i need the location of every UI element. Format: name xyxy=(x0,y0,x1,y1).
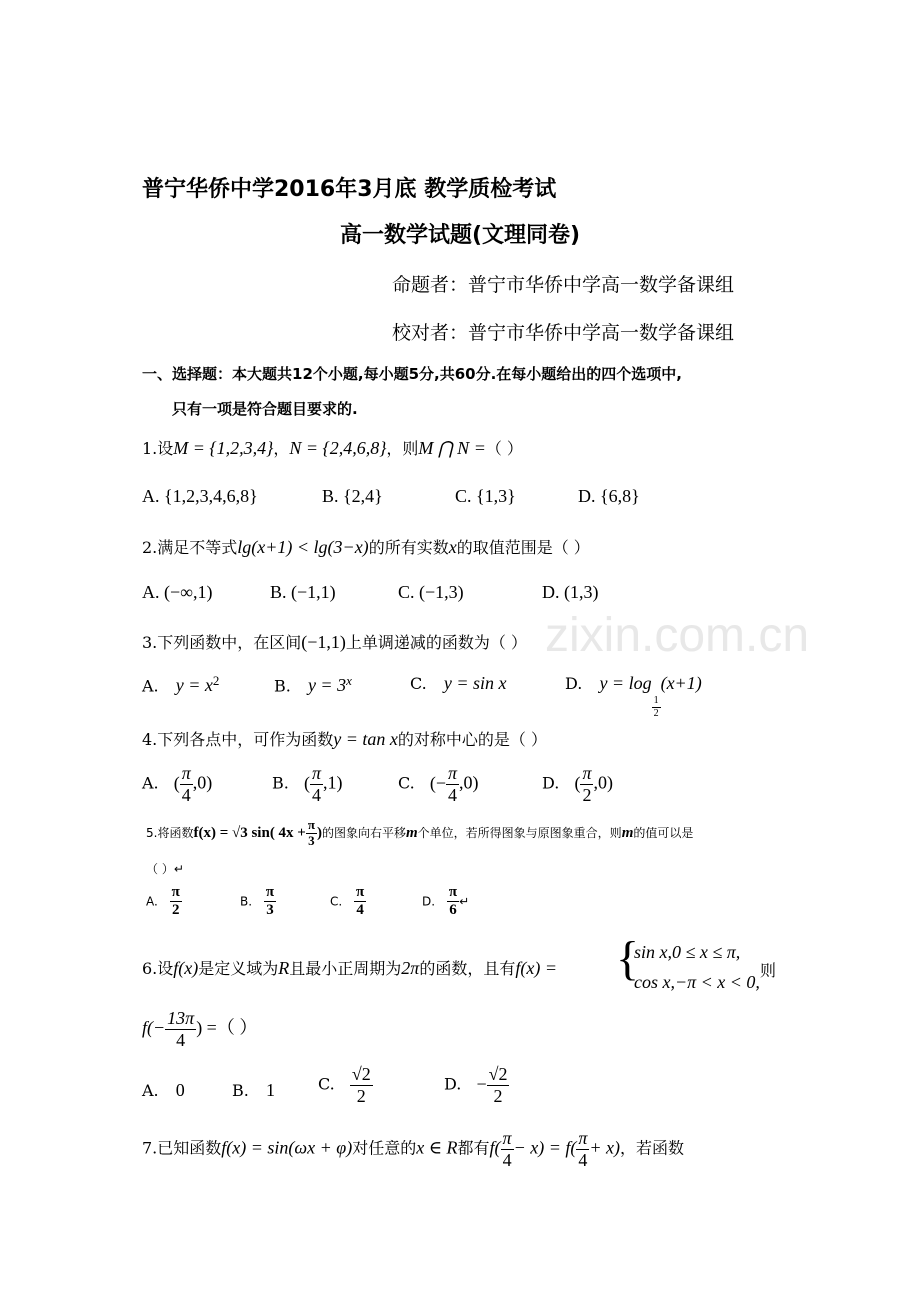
q3-interval: (−1,1) xyxy=(301,632,346,652)
q6-option-b xyxy=(232,1080,275,1101)
q3-b-expr: y = 3 xyxy=(307,675,347,696)
q3-a-label: A. xyxy=(142,676,159,696)
q3-b-label: B. xyxy=(274,676,291,696)
q1-prefix: 1.设 xyxy=(142,439,174,458)
q5-d-num: π xyxy=(447,884,459,902)
q2-mid: 的所有实数 xyxy=(368,538,449,557)
watermark: zixin.com.cn xyxy=(545,609,810,662)
q7-mid: 对任意的 xyxy=(352,1138,417,1158)
q4-b-label: B. xyxy=(272,773,289,793)
q6-line2-post: ) =（ ） xyxy=(196,1017,258,1038)
q2-option-b: B. (−1,1) xyxy=(270,582,336,602)
q1-option-d: D. {6,8} xyxy=(578,486,640,506)
q2-option-a: A. (−∞,1) xyxy=(142,582,213,602)
q6-fx2: f(x) = xyxy=(515,958,557,978)
q7-prefix: 7.已知函数 xyxy=(142,1138,222,1158)
q5-expr-a: f(x) = √3 sin( 4x + xyxy=(193,824,306,841)
q4-a-label: A. xyxy=(142,773,159,793)
q6-mid: 是定义域为 xyxy=(198,959,279,978)
q3-a-expr: y = x xyxy=(175,675,213,696)
author-line: 命题者：普宁市华侨中学高一数学备课组 xyxy=(392,274,735,296)
q3-c-label: C. xyxy=(410,674,427,693)
q4-c-post: ,0) xyxy=(459,772,479,793)
q1-suffix: （ ） xyxy=(485,439,523,458)
q6-b-val: 1 xyxy=(265,1080,275,1100)
q5-prefix: 5.将函数 xyxy=(146,825,194,840)
section-heading-cont: 只有一项是符合题目要求的. xyxy=(172,400,358,418)
q5-frac xyxy=(306,818,317,849)
section-heading: 一、选择题：本大题共12个小题,每小题5分,共60分.在每小题给出的四个选项中, xyxy=(142,365,682,383)
q5-option-d xyxy=(422,884,469,920)
q7-expr4-post: + x) xyxy=(589,1137,621,1158)
question-5 xyxy=(146,818,693,849)
q5-c-label: C. xyxy=(330,894,343,909)
q5-frac-num: π xyxy=(307,817,315,832)
q4-prefix: 4.下列各点中，可作为函数 xyxy=(142,730,334,749)
q4-a-den: 4 xyxy=(181,784,191,805)
q7-expr2: x ∈ R xyxy=(416,1137,458,1158)
q5-d-frac xyxy=(447,884,459,920)
q6-fx: f(x) xyxy=(173,958,199,978)
q5-var: m xyxy=(406,824,418,841)
q6-line2-pre: f(− xyxy=(142,1017,166,1038)
q6-a-val: 0 xyxy=(175,1080,185,1100)
q3-c-expr: y = sin x xyxy=(443,673,507,693)
question-3 xyxy=(142,630,527,653)
q6-line2-den: 4 xyxy=(176,1029,186,1050)
question-2 xyxy=(142,535,590,558)
q7-frac2-num: π xyxy=(578,1128,588,1148)
q7-frac2 xyxy=(576,1128,589,1170)
q6-then: 则 xyxy=(760,961,777,980)
q3-option-a xyxy=(142,673,219,696)
q4-a-frac xyxy=(180,763,193,805)
q7-frac1 xyxy=(501,1128,514,1170)
q7-expr: f(x) = sin(ωx + φ) xyxy=(221,1137,353,1158)
q7-expr3-post: − x) = f( xyxy=(513,1137,577,1158)
q4-b-num: π xyxy=(311,763,321,783)
q5-d-mark: ↵ xyxy=(459,894,470,909)
q6-R: R xyxy=(278,958,290,978)
q4-b-post: ,1) xyxy=(322,772,343,793)
q1-set-m: M = {1,2,3,4} xyxy=(173,438,274,458)
q4-a-num: π xyxy=(181,763,191,783)
q4-b-den: 4 xyxy=(311,784,321,805)
q7-frac2-den: 4 xyxy=(578,1149,588,1170)
q2-suffix: 的取值范围是（ ） xyxy=(456,538,590,557)
q5-option-b xyxy=(240,884,276,920)
q3-d-base-num: 1 xyxy=(653,695,659,706)
q4-a-pre: ( xyxy=(173,772,180,793)
q5-mid2: 个单位，若所得图象与原图象重合，则 xyxy=(417,825,622,840)
q3-option-b xyxy=(274,673,352,696)
q4-c-pre: (− xyxy=(429,772,447,793)
q7-expr3-pre: f( xyxy=(489,1137,501,1158)
q7-frac1-den: 4 xyxy=(502,1149,512,1170)
q3-d-label: D. xyxy=(565,674,583,693)
q5-a-label: A. xyxy=(146,894,158,909)
q5-c-num: π xyxy=(354,884,366,902)
q2-option-d: D. (1,3) xyxy=(542,582,599,602)
q1-option-a: A. {1,2,3,4,6,8} xyxy=(142,486,258,506)
q6-c-num: √2 xyxy=(351,1064,371,1084)
q6-c-frac xyxy=(350,1064,373,1106)
q3-a-sup: 2 xyxy=(212,673,220,688)
q5-option-a xyxy=(146,884,182,920)
question-6 xyxy=(142,956,557,979)
q5-suffix: 的值可以是 xyxy=(633,825,694,840)
q4-d-frac xyxy=(580,763,593,805)
exam-title: 普宁华侨中学2016年3月底 教学质检考试 xyxy=(142,177,557,202)
q6-b-label: B. xyxy=(232,1081,249,1100)
q7-frac1-num: π xyxy=(502,1128,512,1148)
q4-b-frac xyxy=(310,763,323,805)
q5-a-frac xyxy=(170,884,182,920)
q5-b-frac xyxy=(264,884,276,920)
q6-d-label: D. xyxy=(444,1074,462,1094)
q5-d-den: 6 xyxy=(449,902,457,919)
q5-mid: 的图象向右平移 xyxy=(321,825,406,840)
q6-d-sign: − xyxy=(476,1073,487,1094)
q6-line2-frac xyxy=(165,1008,196,1050)
checker-line: 校对者：普宁市华侨中学高一数学备课组 xyxy=(392,322,735,344)
q6-case2: cos x,−π < x < 0, xyxy=(634,972,760,992)
q3-option-d xyxy=(565,673,702,719)
q6-period: 2π xyxy=(401,958,420,978)
q6-brace: { xyxy=(616,932,640,985)
q6-option-c xyxy=(318,1064,373,1106)
q6-d-num: √2 xyxy=(488,1064,508,1084)
q6-mid2: 且最小正周期为 xyxy=(289,959,402,978)
q5-b-den: 3 xyxy=(266,902,274,919)
exam-subtitle: 高一数学试题(文理同卷) xyxy=(340,223,581,248)
q5-c-frac xyxy=(354,884,366,920)
question-7 xyxy=(142,1128,684,1170)
q3-d-base xyxy=(652,695,661,719)
q4-c-label: C. xyxy=(398,773,415,793)
q1-expr: M ⋂ N = xyxy=(418,438,486,458)
q3-d-base-den: 2 xyxy=(653,707,659,719)
q4-b-pre: ( xyxy=(303,772,310,793)
q4-suffix: 的对称中心的是（ ） xyxy=(397,730,548,749)
q6-mid3: 的函数，且有 xyxy=(419,959,516,978)
q4-expr: y = tan x xyxy=(333,729,398,749)
q6-c-label: C. xyxy=(318,1074,335,1094)
q4-d-pre: ( xyxy=(574,772,581,793)
q6-prefix: 6.设 xyxy=(142,959,174,978)
q5-option-c xyxy=(330,884,366,920)
q2-option-c: C. (−1,3) xyxy=(398,582,464,602)
q3-option-c xyxy=(410,673,507,694)
q2-var: x xyxy=(448,537,457,557)
q4-option-d xyxy=(542,763,613,805)
q3-d-expr: y = log xyxy=(599,673,652,693)
q4-d-num: π xyxy=(582,763,592,783)
q3-d-tail: (x+1) xyxy=(660,673,702,693)
q4-c-num: π xyxy=(448,763,458,783)
q5-a-den: 2 xyxy=(172,902,180,919)
q6-option-a xyxy=(142,1080,185,1101)
q1-mid: ，则 xyxy=(386,439,419,458)
q4-option-c xyxy=(398,763,479,805)
q5-line2: （ ）↵ xyxy=(146,862,184,876)
q5-frac-den: 3 xyxy=(308,832,315,848)
question-4 xyxy=(142,727,547,750)
q1-option-b: B. {2,4} xyxy=(322,486,383,506)
q6-d-den: 2 xyxy=(493,1085,503,1106)
q3-suffix: 上单调递减的函数为（ ） xyxy=(345,633,528,652)
q1-sep: ， xyxy=(273,439,290,458)
q6-c-den: 2 xyxy=(356,1085,366,1106)
q1-set-n: N = {2,4,6,8} xyxy=(289,438,387,458)
q7-mid2: 都有 xyxy=(457,1138,490,1158)
q5-expr-b: ) xyxy=(316,824,322,841)
q5-b-num: π xyxy=(264,884,276,902)
q2-expr: lg(x+1) < lg(3−x) xyxy=(237,537,369,557)
q3-prefix: 3.下列函数中，在区间 xyxy=(142,633,302,652)
q4-a-post: ,0) xyxy=(192,772,213,793)
q3-b-sup: x xyxy=(346,673,352,688)
q5-d-label: D. xyxy=(422,894,436,909)
q1-option-c: C. {1,3} xyxy=(455,486,516,506)
q5-c-den: 4 xyxy=(356,902,364,919)
q5-a-num: π xyxy=(170,884,182,902)
q7-suffix: ，若函数 xyxy=(620,1138,685,1158)
q4-option-b xyxy=(272,763,342,805)
q5-var2: m xyxy=(621,824,634,841)
q4-d-den: 2 xyxy=(582,784,592,805)
q6-line2 xyxy=(142,1008,257,1050)
q4-c-frac xyxy=(446,763,459,805)
q4-option-a xyxy=(142,763,212,805)
q6-case1: sin x,0 ≤ x ≤ π, xyxy=(634,942,741,962)
q4-c-den: 4 xyxy=(448,784,458,805)
q4-d-label: D. xyxy=(542,773,560,793)
q6-d-frac xyxy=(487,1064,510,1106)
q4-d-post: ,0) xyxy=(593,772,613,793)
q6-option-d xyxy=(444,1064,509,1106)
q2-prefix: 2.满足不等式 xyxy=(142,538,238,557)
q5-b-label: B. xyxy=(240,894,253,909)
q6-line2-num: 13π xyxy=(167,1008,195,1028)
question-1 xyxy=(142,436,523,459)
q6-a-label: A. xyxy=(142,1081,159,1100)
